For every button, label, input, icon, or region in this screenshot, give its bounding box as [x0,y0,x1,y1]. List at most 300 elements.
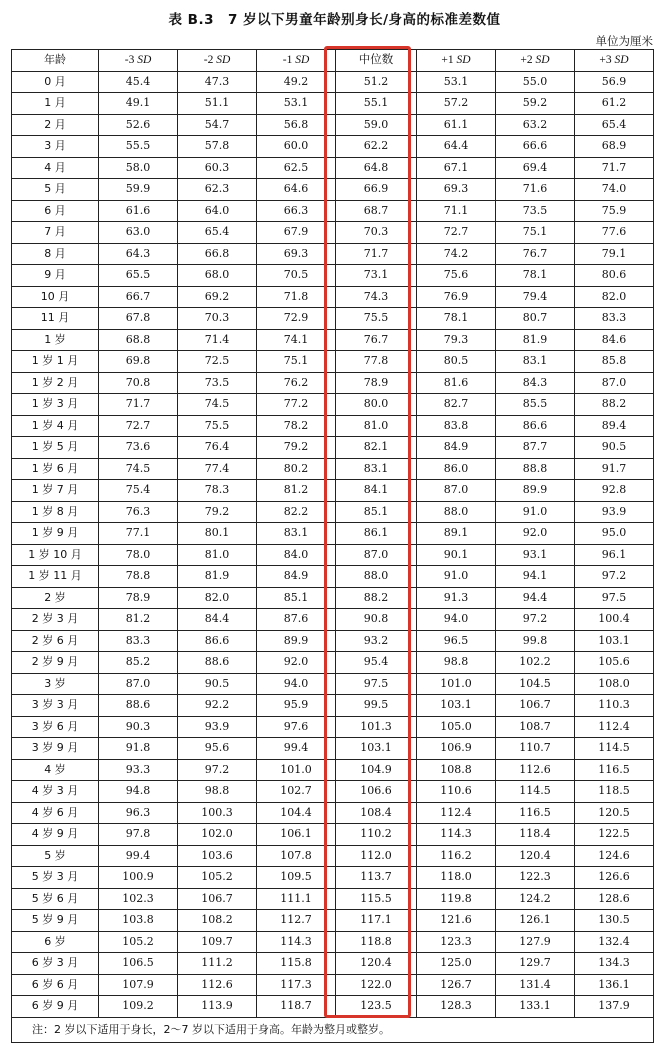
minus3sd-cell: 81.2 [99,609,178,631]
age-cell: 3 月 [12,136,99,158]
age-cell: 6 岁 9 月 [12,996,99,1018]
table-row [12,673,654,695]
median-cell: 78.9 [336,372,417,394]
minus3sd-cell: 93.3 [99,759,178,781]
minus2sd-cell: 76.4 [178,437,257,459]
minus2sd-cell: 113.9 [178,996,257,1018]
table-row [12,630,654,652]
minus3sd-cell: 68.8 [99,329,178,351]
median-cell: 62.2 [336,136,417,158]
median-cell: 90.8 [336,609,417,631]
plus1sd-cell: 87.0 [417,480,496,502]
age-cell: 6 岁 6 月 [12,974,99,996]
median-cell: 87.0 [336,544,417,566]
minus2sd-cell: 98.8 [178,781,257,803]
minus2sd-cell: 92.2 [178,695,257,717]
plus1sd-cell: 88.0 [417,501,496,523]
minus2sd-cell: 77.4 [178,458,257,480]
header-minus1sd: -1 SD [257,50,336,72]
plus1sd-cell: 72.7 [417,222,496,244]
minus1sd-cell: 74.1 [257,329,336,351]
minus1sd-cell: 81.2 [257,480,336,502]
plus1sd-cell: 103.1 [417,695,496,717]
median-cell: 113.7 [336,867,417,889]
minus3sd-cell: 59.9 [99,179,178,201]
minus3sd-cell: 52.6 [99,114,178,136]
age-cell: 11 月 [12,308,99,330]
plus3sd-cell: 91.7 [575,458,654,480]
table-row [12,265,654,287]
plus2sd-cell: 55.0 [496,71,575,93]
plus1sd-cell: 123.3 [417,931,496,953]
plus3sd-cell: 114.5 [575,738,654,760]
plus2sd-cell: 85.5 [496,394,575,416]
plus2sd-cell: 88.8 [496,458,575,480]
age-cell: 5 岁 3 月 [12,867,99,889]
plus2sd-cell: 63.2 [496,114,575,136]
minus3sd-cell: 77.1 [99,523,178,545]
plus2sd-cell: 126.1 [496,910,575,932]
median-cell: 77.8 [336,351,417,373]
minus2sd-cell: 109.7 [178,931,257,953]
plus3sd-cell: 75.9 [575,200,654,222]
plus2sd-cell: 106.7 [496,695,575,717]
table-row [12,308,654,330]
plus1sd-cell: 114.3 [417,824,496,846]
plus2sd-cell: 104.5 [496,673,575,695]
median-cell: 84.1 [336,480,417,502]
median-cell: 101.3 [336,716,417,738]
median-cell: 82.1 [336,437,417,459]
plus1sd-cell: 71.1 [417,200,496,222]
plus2sd-cell: 81.9 [496,329,575,351]
age-cell: 0 月 [12,71,99,93]
plus3sd-cell: 118.5 [575,781,654,803]
plus1sd-cell: 91.3 [417,587,496,609]
plus1sd-cell: 119.8 [417,888,496,910]
plus3sd-cell: 96.1 [575,544,654,566]
plus3sd-cell: 85.8 [575,351,654,373]
plus1sd-cell: 90.1 [417,544,496,566]
minus2sd-cell: 62.3 [178,179,257,201]
plus1sd-cell: 89.1 [417,523,496,545]
plus3sd-cell: 126.6 [575,867,654,889]
median-cell: 75.5 [336,308,417,330]
minus2sd-cell: 90.5 [178,673,257,695]
median-cell: 71.7 [336,243,417,265]
table-row [12,845,654,867]
plus1sd-cell: 128.3 [417,996,496,1018]
table-row [12,953,654,975]
minus1sd-cell: 92.0 [257,652,336,674]
table-row [12,759,654,781]
plus3sd-cell: 137.9 [575,996,654,1018]
median-cell: 112.0 [336,845,417,867]
table-row [12,501,654,523]
median-cell: 118.8 [336,931,417,953]
plus3sd-cell: 79.1 [575,243,654,265]
minus2sd-cell: 69.2 [178,286,257,308]
age-cell: 6 月 [12,200,99,222]
minus3sd-cell: 61.6 [99,200,178,222]
plus1sd-cell: 57.2 [417,93,496,115]
median-cell: 106.6 [336,781,417,803]
table-row [12,93,654,115]
minus2sd-cell: 105.2 [178,867,257,889]
plus1sd-cell: 67.1 [417,157,496,179]
plus2sd-cell: 92.0 [496,523,575,545]
age-cell: 1 岁 7 月 [12,480,99,502]
minus1sd-cell: 64.6 [257,179,336,201]
median-cell: 83.1 [336,458,417,480]
minus1sd-cell: 84.0 [257,544,336,566]
minus1sd-cell: 78.2 [257,415,336,437]
plus3sd-cell: 128.6 [575,888,654,910]
minus3sd-cell: 96.3 [99,802,178,824]
minus1sd-cell: 111.1 [257,888,336,910]
minus1sd-cell: 109.5 [257,867,336,889]
minus1sd-cell: 106.1 [257,824,336,846]
age-cell: 1 岁 [12,329,99,351]
minus3sd-cell: 78.8 [99,566,178,588]
plus1sd-cell: 108.8 [417,759,496,781]
table-row [12,544,654,566]
minus3sd-cell: 100.9 [99,867,178,889]
table-row [12,996,654,1018]
table-note: 注：2 岁以下适用于身长，2〜7 岁以下适用于身高。年龄为整月或整岁。 [12,1017,654,1042]
plus3sd-cell: 68.9 [575,136,654,158]
plus1sd-cell: 78.1 [417,308,496,330]
age-cell: 1 岁 6 月 [12,458,99,480]
median-cell: 81.0 [336,415,417,437]
age-cell: 8 月 [12,243,99,265]
age-cell: 4 岁 [12,759,99,781]
age-cell: 9 月 [12,265,99,287]
median-cell: 74.3 [336,286,417,308]
plus1sd-cell: 86.0 [417,458,496,480]
minus2sd-cell: 64.0 [178,200,257,222]
plus3sd-cell: 84.6 [575,329,654,351]
minus3sd-cell: 105.2 [99,931,178,953]
plus3sd-cell: 80.6 [575,265,654,287]
minus3sd-cell: 97.8 [99,824,178,846]
header-plus3sd: +3 SD [575,50,654,72]
minus2sd-cell: 75.5 [178,415,257,437]
median-cell: 99.5 [336,695,417,717]
table-row [12,222,654,244]
minus1sd-cell: 84.9 [257,566,336,588]
minus1sd-cell: 89.9 [257,630,336,652]
minus2sd-cell: 102.0 [178,824,257,846]
minus3sd-cell: 102.3 [99,888,178,910]
minus1sd-cell: 60.0 [257,136,336,158]
note-row [12,1017,654,1042]
minus2sd-cell: 51.1 [178,93,257,115]
minus1sd-cell: 101.0 [257,759,336,781]
age-cell: 1 月 [12,93,99,115]
minus2sd-cell: 81.9 [178,566,257,588]
age-cell: 10 月 [12,286,99,308]
age-cell: 2 岁 3 月 [12,609,99,631]
minus3sd-cell: 73.6 [99,437,178,459]
median-cell: 88.0 [336,566,417,588]
minus3sd-cell: 71.7 [99,394,178,416]
age-cell: 3 岁 [12,673,99,695]
plus3sd-cell: 71.7 [575,157,654,179]
age-cell: 1 岁 1 月 [12,351,99,373]
minus1sd-cell: 72.9 [257,308,336,330]
minus1sd-cell: 53.1 [257,93,336,115]
minus2sd-cell: 79.2 [178,501,257,523]
table-row [12,286,654,308]
plus2sd-cell: 75.1 [496,222,575,244]
minus1sd-cell: 104.4 [257,802,336,824]
minus3sd-cell: 74.5 [99,458,178,480]
plus2sd-cell: 84.3 [496,372,575,394]
minus2sd-cell: 60.3 [178,157,257,179]
plus2sd-cell: 110.7 [496,738,575,760]
minus3sd-cell: 99.4 [99,845,178,867]
table-row [12,437,654,459]
minus3sd-cell: 87.0 [99,673,178,695]
plus2sd-cell: 97.2 [496,609,575,631]
table-row [12,888,654,910]
table-row [12,415,654,437]
table-row [12,738,654,760]
plus3sd-cell: 93.9 [575,501,654,523]
plus2sd-cell: 71.6 [496,179,575,201]
minus2sd-cell: 100.3 [178,802,257,824]
minus3sd-cell: 64.3 [99,243,178,265]
plus2sd-cell: 120.4 [496,845,575,867]
minus1sd-cell: 49.2 [257,71,336,93]
minus2sd-cell: 86.6 [178,630,257,652]
median-cell: 117.1 [336,910,417,932]
minus2sd-cell: 68.0 [178,265,257,287]
age-cell: 5 岁 [12,845,99,867]
plus1sd-cell: 126.7 [417,974,496,996]
table-row [12,802,654,824]
age-cell: 4 岁 9 月 [12,824,99,846]
plus3sd-cell: 92.8 [575,480,654,502]
median-cell: 108.4 [336,802,417,824]
plus2sd-cell: 118.4 [496,824,575,846]
table-row [12,200,654,222]
age-cell: 6 岁 3 月 [12,953,99,975]
plus1sd-cell: 118.0 [417,867,496,889]
age-cell: 6 岁 [12,931,99,953]
plus3sd-cell: 95.0 [575,523,654,545]
minus2sd-cell: 70.3 [178,308,257,330]
plus3sd-cell: 116.5 [575,759,654,781]
table-row [12,781,654,803]
plus1sd-cell: 116.2 [417,845,496,867]
minus3sd-cell: 94.8 [99,781,178,803]
median-cell: 70.3 [336,222,417,244]
minus3sd-cell: 78.0 [99,544,178,566]
plus3sd-cell: 103.1 [575,630,654,652]
plus1sd-cell: 121.6 [417,910,496,932]
header-minus2sd: -2 SD [178,50,257,72]
plus3sd-cell: 120.5 [575,802,654,824]
minus1sd-cell: 82.2 [257,501,336,523]
minus1sd-cell: 94.0 [257,673,336,695]
minus2sd-cell: 103.6 [178,845,257,867]
plus2sd-cell: 122.3 [496,867,575,889]
minus3sd-cell: 78.9 [99,587,178,609]
plus1sd-cell: 96.5 [417,630,496,652]
minus1sd-cell: 102.7 [257,781,336,803]
plus3sd-cell: 105.6 [575,652,654,674]
plus2sd-cell: 94.4 [496,587,575,609]
minus3sd-cell: 88.6 [99,695,178,717]
minus2sd-cell: 57.8 [178,136,257,158]
minus2sd-cell: 66.8 [178,243,257,265]
minus2sd-cell: 72.5 [178,351,257,373]
minus1sd-cell: 97.6 [257,716,336,738]
plus3sd-cell: 97.5 [575,587,654,609]
minus2sd-cell: 106.7 [178,888,257,910]
minus1sd-cell: 87.6 [257,609,336,631]
table-row [12,695,654,717]
median-cell: 64.8 [336,157,417,179]
header-plus2sd: +2 SD [496,50,575,72]
age-cell: 7 月 [12,222,99,244]
median-cell: 95.4 [336,652,417,674]
minus1sd-cell: 70.5 [257,265,336,287]
age-cell: 1 岁 11 月 [12,566,99,588]
plus1sd-cell: 125.0 [417,953,496,975]
minus2sd-cell: 82.0 [178,587,257,609]
median-cell: 76.7 [336,329,417,351]
table-row [12,587,654,609]
minus2sd-cell: 78.3 [178,480,257,502]
minus1sd-cell: 99.4 [257,738,336,760]
plus2sd-cell: 80.7 [496,308,575,330]
median-cell: 86.1 [336,523,417,545]
age-cell: 2 岁 6 月 [12,630,99,652]
plus2sd-cell: 94.1 [496,566,575,588]
minus1sd-cell: 112.7 [257,910,336,932]
age-cell: 3 岁 9 月 [12,738,99,760]
table-row [12,71,654,93]
minus1sd-cell: 107.8 [257,845,336,867]
median-cell: 68.7 [336,200,417,222]
median-cell: 88.2 [336,587,417,609]
height-sd-table [11,49,654,1043]
minus1sd-cell: 75.1 [257,351,336,373]
age-cell: 5 岁 9 月 [12,910,99,932]
minus3sd-cell: 90.3 [99,716,178,738]
plus2sd-cell: 73.5 [496,200,575,222]
median-cell: 123.5 [336,996,417,1018]
minus3sd-cell: 65.5 [99,265,178,287]
minus3sd-cell: 103.8 [99,910,178,932]
table-row [12,867,654,889]
minus3sd-cell: 66.7 [99,286,178,308]
minus1sd-cell: 77.2 [257,394,336,416]
table-title: 表 B.3 7 岁以下男童年龄别身长/身高的标准差数值 [168,12,501,28]
median-cell: 93.2 [336,630,417,652]
table-row [12,329,654,351]
plus3sd-cell: 88.2 [575,394,654,416]
minus1sd-cell: 83.1 [257,523,336,545]
minus3sd-cell: 91.8 [99,738,178,760]
minus2sd-cell: 84.4 [178,609,257,631]
minus3sd-cell: 75.4 [99,480,178,502]
minus1sd-cell: 67.9 [257,222,336,244]
plus2sd-cell: 79.4 [496,286,575,308]
age-cell: 1 岁 5 月 [12,437,99,459]
plus2sd-cell: 131.4 [496,974,575,996]
plus3sd-cell: 97.2 [575,566,654,588]
age-cell: 2 岁 9 月 [12,652,99,674]
minus2sd-cell: 73.5 [178,372,257,394]
plus3sd-cell: 89.4 [575,415,654,437]
minus2sd-cell: 112.6 [178,974,257,996]
unit-label: 单位为厘米 [595,34,653,48]
minus3sd-cell: 85.2 [99,652,178,674]
minus1sd-cell: 79.2 [257,437,336,459]
median-cell: 115.5 [336,888,417,910]
minus2sd-cell: 80.1 [178,523,257,545]
plus2sd-cell: 78.1 [496,265,575,287]
plus1sd-cell: 80.5 [417,351,496,373]
minus2sd-cell: 108.2 [178,910,257,932]
plus1sd-cell: 98.8 [417,652,496,674]
minus1sd-cell: 80.2 [257,458,336,480]
plus2sd-cell: 116.5 [496,802,575,824]
plus1sd-cell: 94.0 [417,609,496,631]
plus2sd-cell: 112.6 [496,759,575,781]
plus3sd-cell: 108.0 [575,673,654,695]
minus1sd-cell: 117.3 [257,974,336,996]
minus1sd-cell: 85.1 [257,587,336,609]
minus1sd-cell: 115.8 [257,953,336,975]
age-cell: 1 岁 10 月 [12,544,99,566]
minus2sd-cell: 47.3 [178,71,257,93]
minus3sd-cell: 58.0 [99,157,178,179]
minus1sd-cell: 76.2 [257,372,336,394]
minus3sd-cell: 55.5 [99,136,178,158]
plus2sd-cell: 83.1 [496,351,575,373]
age-cell: 5 岁 6 月 [12,888,99,910]
minus3sd-cell: 45.4 [99,71,178,93]
age-cell: 5 月 [12,179,99,201]
plus1sd-cell: 64.4 [417,136,496,158]
median-cell: 85.1 [336,501,417,523]
table-row [12,351,654,373]
minus1sd-cell: 56.8 [257,114,336,136]
age-cell: 1 岁 2 月 [12,372,99,394]
age-cell: 1 岁 4 月 [12,415,99,437]
median-cell: 66.9 [336,179,417,201]
median-cell: 55.1 [336,93,417,115]
header-age: 年龄 [12,50,99,72]
plus1sd-cell: 101.0 [417,673,496,695]
minus3sd-cell: 49.1 [99,93,178,115]
median-cell: 73.1 [336,265,417,287]
minus2sd-cell: 54.7 [178,114,257,136]
minus2sd-cell: 65.4 [178,222,257,244]
minus3sd-cell: 72.7 [99,415,178,437]
table-row [12,114,654,136]
plus1sd-cell: 84.9 [417,437,496,459]
plus3sd-cell: 112.4 [575,716,654,738]
plus1sd-cell: 82.7 [417,394,496,416]
minus2sd-cell: 111.2 [178,953,257,975]
age-cell: 1 岁 9 月 [12,523,99,545]
